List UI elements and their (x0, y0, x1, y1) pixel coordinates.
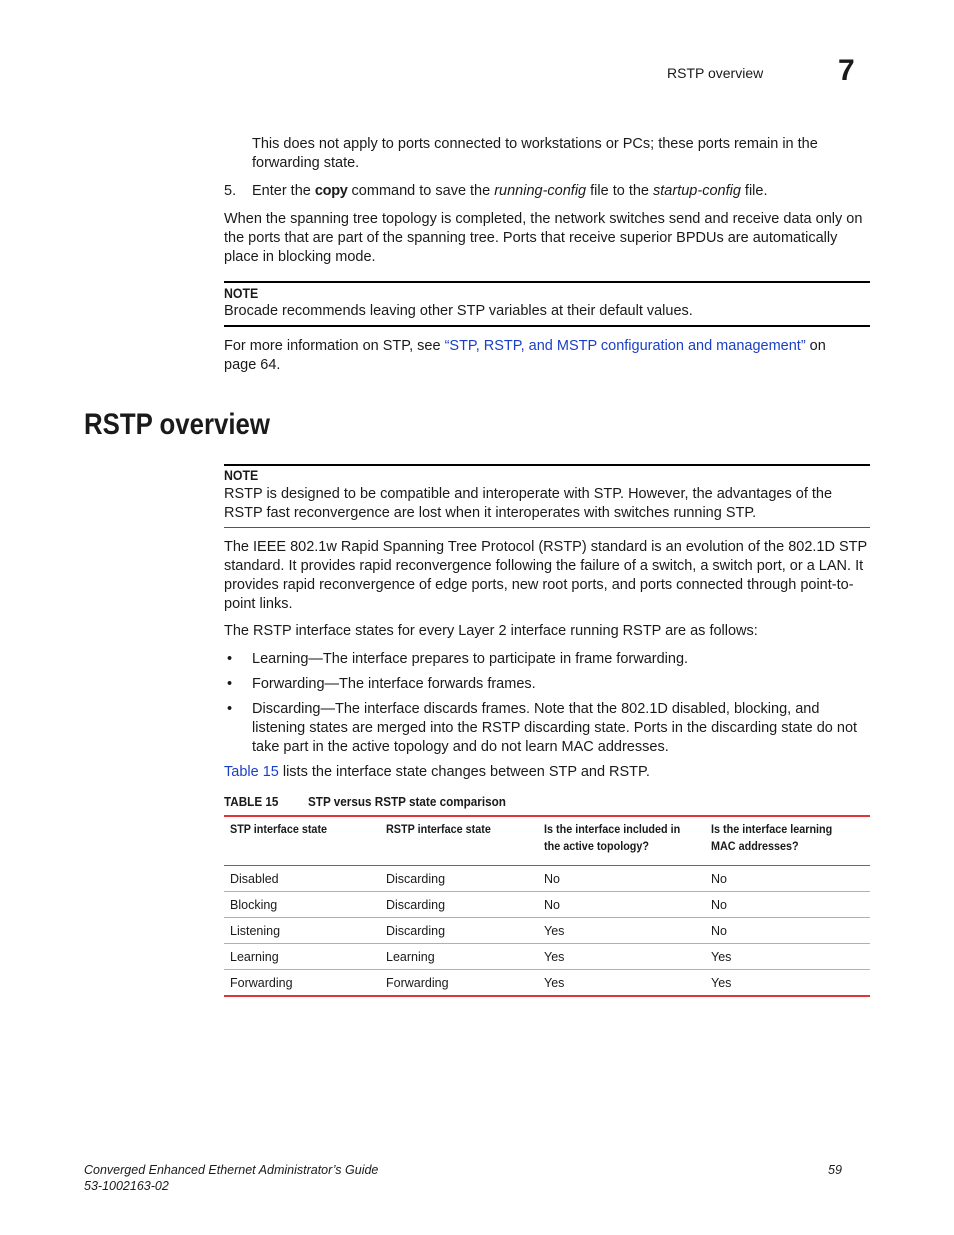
table-caption-title: STP versus RSTP state comparison (308, 794, 506, 809)
table-reference (224, 763, 870, 782)
column-header (705, 816, 870, 866)
table-cell: Discarding (380, 918, 538, 944)
table-cell: No (538, 866, 705, 892)
note-top-rule (224, 281, 870, 283)
table-cell: No (705, 866, 870, 892)
column-header-text: Is the interface learning MAC addresses? (711, 822, 833, 853)
step-text-pre: Enter the (252, 183, 315, 199)
table-cell: Yes (705, 970, 870, 997)
table-cell: Forwarding (224, 970, 380, 997)
note-bottom-rule (224, 325, 870, 327)
bullet-icon: • (227, 651, 233, 667)
table-cell: Discarding (380, 892, 538, 918)
table-row (224, 892, 870, 918)
table-cell: Learning (380, 944, 538, 970)
table-cell: No (705, 918, 870, 944)
step-text-mid2: file to the (586, 183, 654, 199)
stp-rstp-comparison-table (224, 815, 870, 997)
table-cell: Yes (538, 944, 705, 970)
step-number: 5. (224, 183, 237, 199)
table-15-link[interactable]: Table 15 (224, 764, 279, 780)
table-row (224, 918, 870, 944)
table-cell: Yes (538, 970, 705, 997)
section-note-top-rule (224, 464, 870, 466)
step-text (252, 182, 767, 201)
more-info-pre: For more information on STP, see (224, 338, 445, 354)
footer-doc-title: Converged Enhanced Ethernet Administrator’s Guide (84, 1163, 379, 1177)
table-row (224, 944, 870, 970)
section-note-bottom-rule (224, 527, 870, 528)
note-continuation: This does not apply to ports connected to workstations or PCs; these ports remain in the forwarding state. (252, 136, 818, 171)
topology-paragraph: When the spanning tree topology is completed, the network switches send and receive data only on the ports that are part of the spanning tree. Ports that receive superior BPDUs are automatically place in blocking mode. (224, 211, 863, 265)
table-caption-number: TABLE 15 (224, 794, 279, 809)
table-header-row (224, 816, 870, 866)
table-cell: Learning (224, 944, 380, 970)
column-header (538, 816, 705, 866)
chapter-number: 7 (838, 54, 855, 87)
section-note-text: RSTP is designed to be compatible and interoperate with STP. However, the advantages of the RSTP fast reconvergence are lost when it interoperates with switches running STP. (224, 486, 833, 521)
bullet-icon: • (227, 701, 233, 717)
interface-states-list (224, 650, 870, 763)
bullet-icon: • (227, 676, 233, 692)
table-cell: No (538, 892, 705, 918)
list-item-text: Discarding—The interface discards frames. Note that the 802.1D disabled, blocking, and listening states are merged into the RSTP discarding state. Ports in the discarding state do not take part in the active topology and do not learn MAC addresses. (252, 701, 858, 755)
table-cell: Forwarding (380, 970, 538, 997)
list-item (224, 675, 870, 694)
note-text: Brocade recommends leaving other STP variables at their default values. (224, 303, 693, 319)
footer-doc-number: 53-1002163-02 (84, 1179, 169, 1193)
column-header-text: STP interface state (230, 822, 328, 836)
column-header (224, 816, 380, 866)
table-cell: Listening (224, 918, 380, 944)
running-config: running-config (494, 183, 587, 199)
copy-command: copy (314, 183, 348, 199)
more-info-paragraph (224, 337, 844, 375)
step-text-mid: command to save the (347, 183, 495, 199)
column-header-text: RSTP interface state (386, 822, 491, 836)
table-cell: Blocking (224, 892, 380, 918)
stp-config-link[interactable]: “STP, RSTP, and MSTP configuration and management” (444, 338, 806, 354)
section-note-label: NOTE (224, 467, 259, 483)
startup-config: startup-config (653, 183, 741, 199)
list-item (224, 700, 870, 757)
section-title: RSTP overview (84, 408, 270, 441)
table-cell: Yes (705, 944, 870, 970)
list-item (224, 650, 870, 669)
list-item-text: Learning—The interface prepares to participate in frame forwarding. (252, 651, 689, 667)
table-cell: Yes (538, 918, 705, 944)
step-5 (224, 182, 864, 201)
more-info-post: on page 64. (224, 338, 826, 373)
interface-states-intro: The RSTP interface states for every Layer 2 interface running RSTP are as follows: (224, 623, 758, 639)
list-item-text: Forwarding—The interface forwards frames. (252, 676, 536, 692)
rstp-standard-paragraph: The IEEE 802.1w Rapid Spanning Tree Protocol (RSTP) standard is an evolution of the 802.1D STP standard. It provides rapid reconvergence following the failure of a switch, a switch port, or a LAN. It provides rapid reconvergence of edge ports, new root ports, and ports connected through point-to-point links. (224, 539, 867, 612)
table-row (224, 866, 870, 892)
column-header-text: Is the interface included in the active topology? (544, 822, 681, 853)
table-cell: No (705, 892, 870, 918)
table-cell: Disabled (224, 866, 380, 892)
column-header (380, 816, 538, 866)
table-row (224, 970, 870, 997)
footer-doc-info (84, 1162, 378, 1194)
page-number: 59 (828, 1163, 842, 1177)
note-label: NOTE (224, 285, 259, 301)
table-cell: Discarding (380, 866, 538, 892)
step-text-post: file. (740, 183, 768, 199)
table-reference-text: lists the interface state changes between STP and RSTP. (278, 764, 650, 780)
table-caption (224, 794, 506, 809)
running-header-title: RSTP overview (667, 65, 764, 81)
